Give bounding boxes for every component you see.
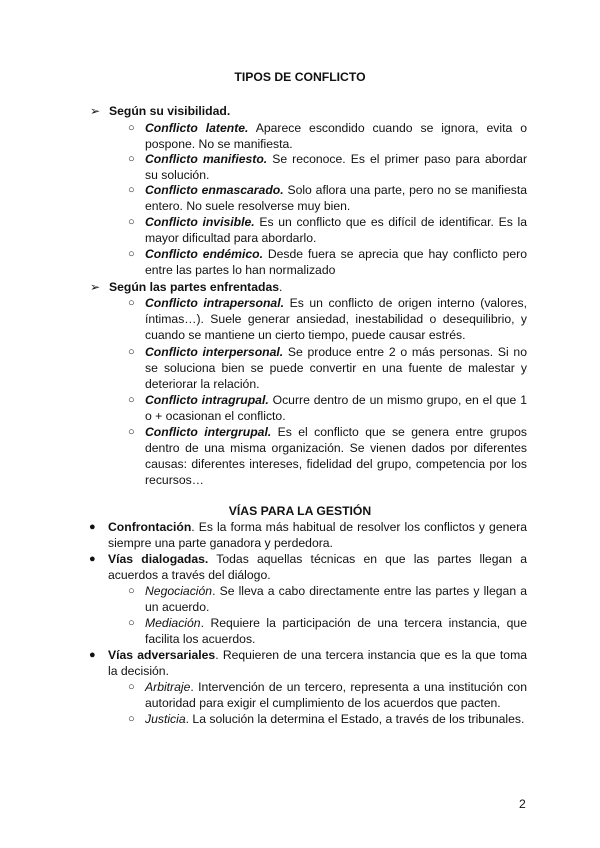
section-heading: Según las partes enfrentadas: [109, 280, 280, 294]
circle-bullet-icon: ○: [128, 248, 135, 260]
definition: . La solución la determina el Estado, a través de los tribunales.: [185, 712, 525, 726]
term: Conflicto intrapersonal.: [145, 296, 284, 310]
circle-bullet-icon: ○: [128, 681, 135, 693]
bullet-icon: ●: [89, 521, 96, 533]
definition: Aparece escondido cuando se ignora, evita o pospone. No se manifiesta.: [145, 121, 527, 151]
circle-bullet-icon: ○: [128, 184, 135, 196]
term: Conflicto intragrupal.: [145, 393, 269, 407]
list-item: [128, 424, 527, 488]
term: Conflicto endémico.: [145, 247, 263, 261]
section-heading: Según su visibilidad.: [109, 104, 231, 118]
term: Conflicto interpersonal.: [145, 345, 284, 359]
circle-bullet-icon: ○: [128, 153, 135, 165]
bullet-icon: ●: [89, 553, 96, 565]
circle-bullet-icon: ○: [128, 713, 135, 725]
term: Mediación: [145, 616, 201, 630]
term: Vías dialogadas.: [108, 552, 209, 566]
definition: Desde fuera se aprecia que hay conflicto pero entre las partes lo han normalizado: [145, 247, 527, 277]
list-item: [128, 679, 527, 711]
circle-bullet-icon: ○: [128, 346, 135, 358]
list-item: [89, 519, 527, 551]
list-item: [128, 711, 527, 727]
bullet-icon: ●: [89, 649, 96, 661]
circle-bullet-icon: ○: [128, 585, 135, 597]
term: Conflicto latente.: [145, 121, 249, 135]
section-title-vias: VÍAS PARA LA GESTIÓN: [228, 504, 372, 518]
list-item: [128, 120, 527, 152]
list-item: [128, 344, 527, 392]
list-item: [128, 151, 527, 183]
term: Arbitraje: [145, 680, 191, 694]
definition: Es un conflicto de origen interno (valores, íntimas…). Suele generar ansiedad, inestabilidad o desequilibrio, y cuando se mantiene un cierto tiempo, puede causar estrés.: [145, 296, 527, 342]
circle-bullet-icon: ○: [128, 297, 135, 309]
circle-bullet-icon: ○: [128, 394, 135, 406]
definition: Se produce entre 2 o más personas. Si no se soluciona bien se puede convertir en una fuente de malestar y deteriorar la relación.: [145, 345, 527, 391]
list-item: [128, 214, 527, 246]
definition: Todas aquellas técnicas en que las partes llegan a acuerdos a través del diálogo.: [108, 552, 527, 582]
circle-bullet-icon: ○: [128, 617, 135, 629]
list-item: [89, 551, 527, 583]
list-item: [128, 615, 527, 647]
list-item: [128, 583, 527, 615]
term: Conflicto manifiesto.: [145, 152, 268, 166]
definition: Se reconoce. Es el primer paso para abordar su solución.: [145, 152, 527, 182]
term: Conflicto invisible.: [145, 215, 255, 229]
definition: . Se lleva a cabo directamente entre las partes y llegan a un acuerdo.: [145, 584, 527, 614]
term: Justicia: [145, 712, 186, 726]
term: Conflicto enmascarado.: [145, 183, 284, 197]
term: Conflicto intergrupal.: [145, 425, 272, 439]
list-item: [128, 246, 527, 278]
section-heading-tail: .: [279, 280, 283, 294]
term: Vías adversariales: [108, 648, 216, 662]
list-item: [128, 295, 527, 343]
list-item: [128, 182, 527, 214]
definition: . Intervención de un tercero, representa a una institución con autoridad para exigir el cumplimiento de los acuerdos que pacten.: [145, 680, 527, 710]
term: Negociación: [145, 584, 213, 598]
list-item: [89, 647, 527, 679]
definition: Es el conflicto que se genera entre grupos dentro de una misma organización. Se vienen dados por diferentes causas: diferentes intereses, fidelidad del grupo, competencia por los recursos…: [145, 425, 527, 487]
definition: . Requieren de una tercera instancia que es la que toma la decisión.: [108, 648, 527, 678]
arrow-bullet-icon: ➢: [90, 280, 101, 294]
definition: Ocurre dentro de un mismo grupo, en el que 1 o + ocasionan el conflicto.: [145, 393, 527, 423]
arrow-bullet-icon: ➢: [90, 104, 101, 118]
list-item: [128, 392, 527, 424]
definition: Es un conflicto que es difícil de identificar. Es la mayor dificultad para abordarlo.: [145, 215, 527, 245]
circle-bullet-icon: ○: [128, 216, 135, 228]
definition: . Es la forma más habitual de resolver los conflictos y genera siempre una parte ganadora y perdedora.: [108, 520, 527, 550]
circle-bullet-icon: ○: [128, 122, 135, 134]
term: Confrontación: [108, 520, 192, 534]
circle-bullet-icon: ○: [128, 426, 135, 438]
definition: Solo aflora una parte, pero no se manifiesta entero. No suele resolverse muy bien.: [145, 183, 527, 213]
page-number: 2: [519, 797, 526, 811]
page-title: TIPOS DE CONFLICTO: [234, 70, 366, 84]
definition: . Requiere la participación de una tercera instancia, que facilita los acuerdos.: [145, 616, 527, 646]
